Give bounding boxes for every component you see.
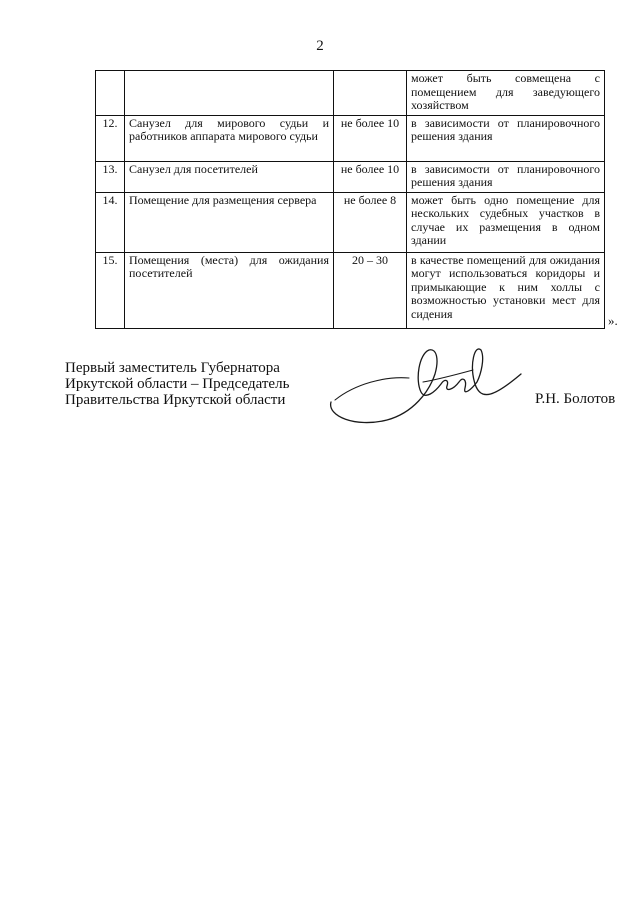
signatory-title-line: Первый заместитель Губернатора: [65, 360, 280, 376]
room-name: Санузел для мирового судьи и работников аппарата мирового судьи: [125, 115, 334, 161]
row-number: 12.: [96, 115, 125, 161]
room-note: может быть совмещена с помещением для заведующего хозяйством: [407, 71, 605, 116]
room-name: Санузел для посетителей: [125, 161, 334, 192]
room-name: Помещение для размещения сервера: [125, 192, 334, 252]
room-note: в зависимости от планировочного решения здания: [407, 161, 605, 192]
room-note: в зависимости от планировочного решения здания: [407, 115, 605, 161]
room-note: в качестве помещений для ожидания могут использоваться коридоры и примыкающие к ним холлы с возможностью установки мест для сидения: [407, 252, 605, 328]
room-area: [334, 71, 407, 116]
handwritten-signature-icon: [325, 340, 525, 430]
page-number: 2: [316, 38, 324, 54]
room-name: [125, 71, 334, 116]
room-note: может быть одно помещение для нескольких судебных участков в случае их размещения в одном здании: [407, 192, 605, 252]
signatory-title: [65, 360, 289, 408]
room-area: не более 8: [334, 192, 407, 252]
room-area: не более 10: [334, 161, 407, 192]
room-area: не более 10: [334, 115, 407, 161]
row-number: [96, 71, 125, 116]
signatory-title-line: Иркутской области – Председатель: [65, 376, 290, 392]
signatory-title-line: Правительства Иркутской области: [65, 392, 286, 408]
table-row: [96, 161, 605, 192]
rooms-table: [95, 70, 605, 329]
row-number: 15.: [96, 252, 125, 328]
table-row: [96, 252, 605, 328]
signatory-name: Р.Н. Болотов: [535, 391, 616, 407]
table-row: [96, 71, 605, 116]
row-number: 13.: [96, 161, 125, 192]
room-name: Помещения (места) для ожидания посетителей: [125, 252, 334, 328]
room-area: 20 – 30: [334, 252, 407, 328]
row-number: 14.: [96, 192, 125, 252]
table-row: [96, 192, 605, 252]
table-row: [96, 115, 605, 161]
closing-quote: ».: [608, 313, 618, 328]
